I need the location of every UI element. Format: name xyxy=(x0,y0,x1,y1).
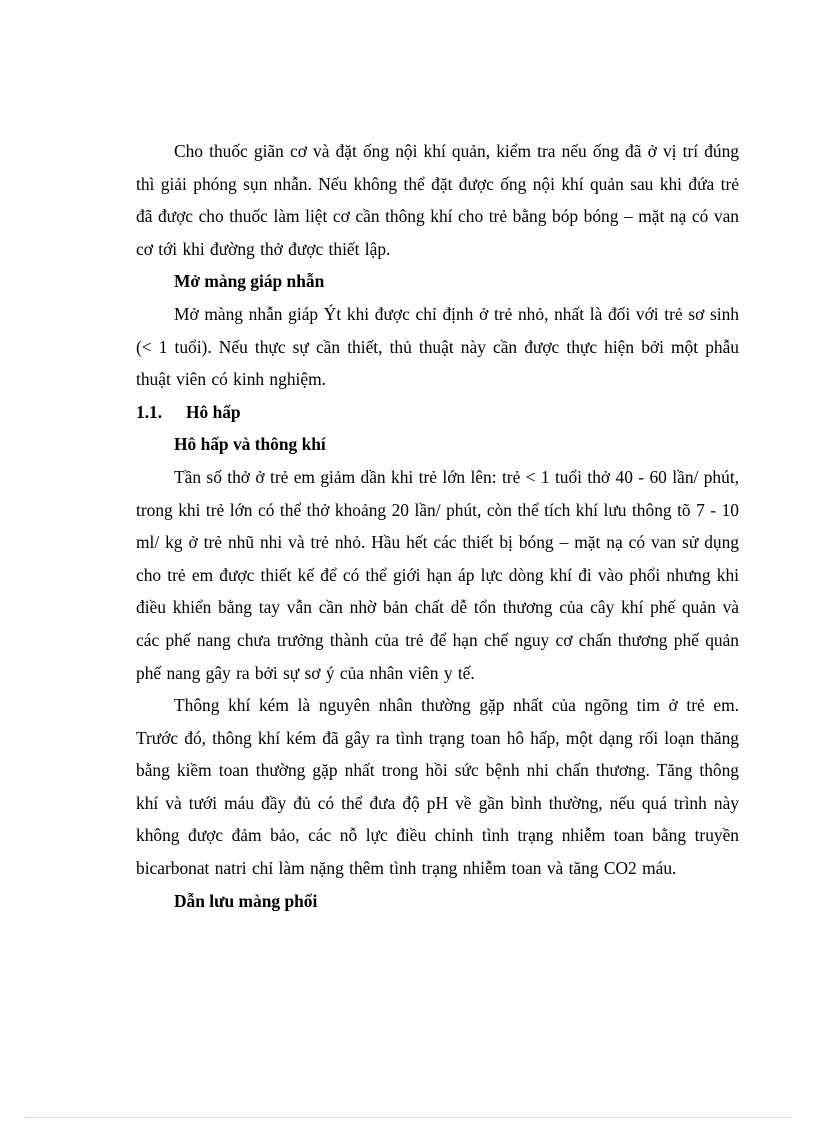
document-body xyxy=(136,135,739,917)
section-number: 1.1. xyxy=(136,401,163,422)
paragraph-intubation: Cho thuốc giãn cơ và đặt ống nội khí quản, kiểm tra nếu ống đã ở vị trí đúng thì giải phóng sụn nhẫn. Nếu không thể đặt được ống nội khí quản sau khi đứa trẻ đã được cho thuốc làm liệt cơ cần thông khí cho trẻ bằng bóp bóng – mặt nạ có van cơ tới khi đường thở được thiết lập. xyxy=(136,141,739,259)
footer-divider xyxy=(24,1117,792,1118)
paragraph-hypoventilation: Thông khí kém là nguyên nhân thường gặp nhất của ngõng tim ở trẻ em. Trước đó, thông khí kém đã gây ra tình trạng toan hô hấp, một dạng rối loạn thăng bằng kiềm toan thường gặp nhất trong hồi sức bệnh nhi chấn thương. Tăng thông khí và tưới máu đầy đủ có thể đưa độ pH về gần bình thường, nếu quá trình này không được đảm bảo, các nỗ lực điều chỉnh tình trạng nhiễm toan bằng truyền bicarbonat natri chỉ làm nặng thêm tình trạng nhiễm toan và tăng CO2 máu. xyxy=(136,695,739,879)
section-title: Hô hấp xyxy=(186,401,241,422)
heading-breathing-ventilation: Hô hấp và thông khí xyxy=(174,434,326,455)
heading-cricothyroidotomy: Mở màng giáp nhẫn xyxy=(174,271,325,292)
paragraph-cricothyroidotomy: Mở màng nhẫn giáp Ýt khi được chỉ định ở trẻ nhỏ, nhất là đối với trẻ sơ sinh (< 1 tuổi). Nếu thực sự cần thiết, thủ thuật này cần được thực hiện bởi một phẫu thuật viên có kinh nghiệm. xyxy=(136,303,739,390)
paragraph-respiratory-rate: Tần số thở ở trẻ em giảm dần khi trẻ lớn lên: trẻ < 1 tuổi thở 40 - 60 lần/ phút, trong khi trẻ lớn có thể thở khoảng 20 lần/ phút, còn thể tích khí lưu thông tõ 7 - 10 ml/ kg ở trẻ nhũ nhi và trẻ nhỏ. Hầu hết các thiết bị bóng – mặt nạ có van sử dụng cho trẻ em được thiết kế để có thể giới hạn áp lực dòng khí đi vào phổi nhưng khi điều khiển bằng tay vẫn cần nhờ bản chất dễ tổn thương của cây khí phế quản và các phế nang chưa trưởng thành của trẻ để hạn chế nguy cơ chấn thương phế quản phế nang gây ra bởi sự sơ ý của nhân viên y tế. xyxy=(136,466,739,683)
section-heading-breathing xyxy=(136,396,739,429)
heading-pleural-drainage: Dẫn lưu màng phổi xyxy=(174,890,318,911)
